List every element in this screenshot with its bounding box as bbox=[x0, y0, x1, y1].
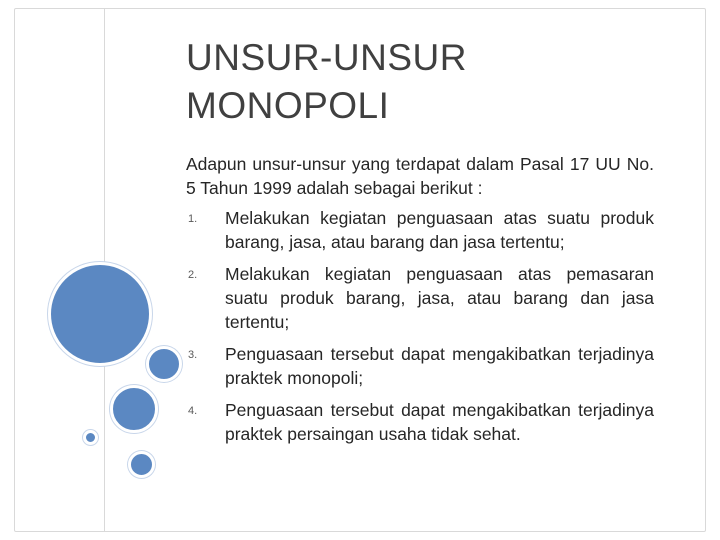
title-line-2: MONOPOLI bbox=[186, 85, 390, 126]
list-item-number: 3. bbox=[188, 349, 198, 361]
decorative-circle-small-bottom bbox=[128, 451, 155, 478]
elements-list bbox=[186, 206, 654, 446]
list-item-number: 2. bbox=[188, 269, 198, 281]
decorative-circle-large bbox=[48, 262, 152, 366]
list-item bbox=[186, 342, 654, 390]
slide-body bbox=[186, 152, 654, 454]
list-item bbox=[186, 206, 654, 254]
title-line-1: UNSUR-UNSUR bbox=[186, 37, 467, 78]
list-item-text: Penguasaan tersebut dapat mengakibatkan terjadinya praktek persaingan usaha tidak sehat. bbox=[225, 400, 654, 444]
decorative-circle-small-right bbox=[146, 346, 182, 382]
decorative-circle-medium bbox=[110, 385, 158, 433]
list-item-text: Melakukan kegiatan penguasaan atas suatu produk barang, jasa, atau barang dan jasa tertentu; bbox=[225, 208, 654, 252]
list-item-text: Penguasaan tersebut dapat mengakibatkan terjadinya praktek monopoli; bbox=[225, 344, 654, 388]
slide-title bbox=[186, 34, 686, 130]
list-item-number: 1. bbox=[188, 213, 198, 225]
list-item bbox=[186, 262, 654, 334]
list-item-number: 4. bbox=[188, 405, 198, 417]
decorative-circle-tiny bbox=[83, 430, 98, 445]
intro-paragraph: Adapun unsur-unsur yang terdapat dalam Pasal 17 UU No. 5 Tahun 1999 adalah sebagai berikut : bbox=[186, 154, 654, 198]
list-item bbox=[186, 398, 654, 446]
list-item-text: Melakukan kegiatan penguasaan atas pemasaran suatu produk barang, jasa, atau barang dan jasa tertentu; bbox=[225, 264, 654, 332]
